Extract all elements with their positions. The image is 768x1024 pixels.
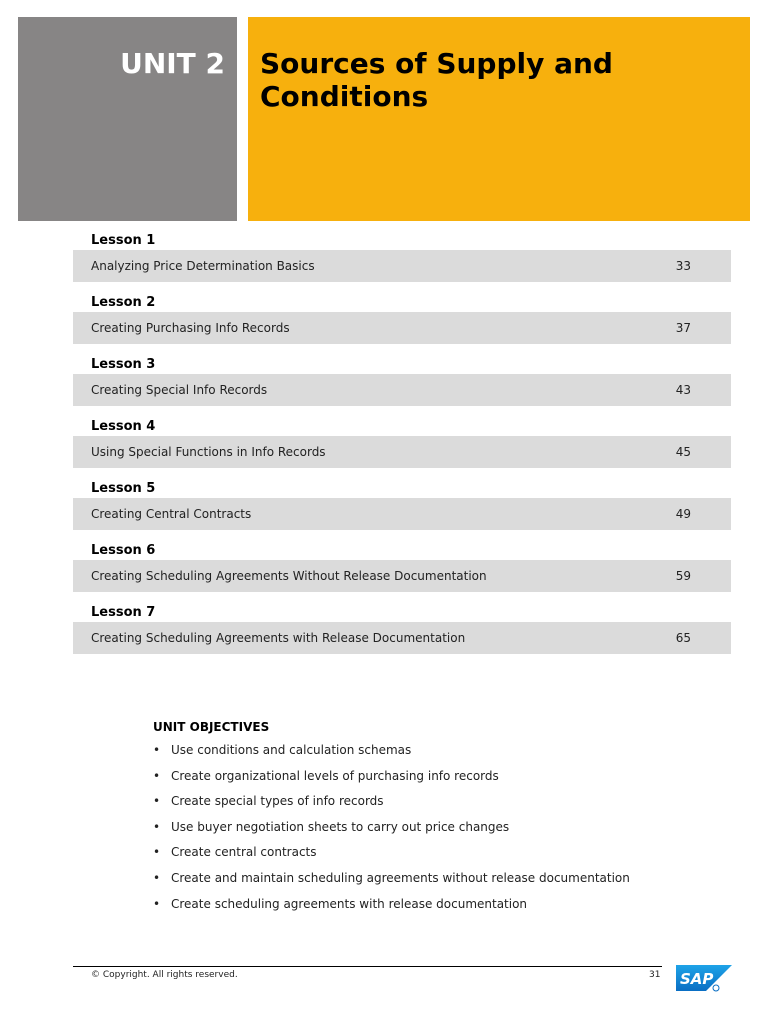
unit-objectives [153,720,673,921]
bullet-icon: • [153,819,161,834]
objective-item [153,896,673,922]
lesson-page-number: 37 [675,321,691,335]
objectives-heading: UNIT OBJECTIVES [153,720,270,734]
objective-item [153,844,673,870]
lesson-heading: Lesson 5 [91,481,156,496]
sap-logo-text: SAP [680,970,714,988]
lesson-heading: Lesson 1 [91,233,156,248]
lesson-page-number: 33 [675,259,691,273]
footer-divider [73,966,662,967]
lesson-heading: Lesson 3 [91,357,156,372]
lesson-4 [73,416,731,478]
objective-text: Use conditions and calculation schemas [171,743,412,757]
lesson-page-number: 43 [675,383,691,397]
page-number: 31 [649,970,661,980]
bullet-icon: • [153,845,161,860]
objective-text: Create scheduling agreements with release documentation [171,896,528,911]
objective-text: Create central contracts [171,845,317,860]
lesson-row[interactable] [73,250,731,282]
lesson-row[interactable] [73,560,731,592]
objective-text: Create and maintain scheduling agreements without release documentation [171,870,630,885]
lesson-title: Creating Special Info Records [91,383,268,397]
lesson-page-number: 65 [675,631,691,645]
lesson-heading: Lesson 2 [91,295,156,310]
objectives-list [153,742,673,921]
bullet-icon: • [153,870,161,885]
lesson-heading: Lesson 4 [91,419,156,434]
lesson-title: Analyzing Price Determination Basics [91,259,315,273]
lesson-page-number: 49 [675,507,691,521]
title-box [248,17,750,221]
objective-item [153,742,673,768]
lesson-heading: Lesson 6 [91,543,156,558]
lesson-5 [73,478,731,540]
bullet-icon: • [153,743,161,757]
lesson-page-number: 59 [675,569,691,583]
lesson-heading: Lesson 7 [91,605,156,620]
lesson-title: Creating Purchasing Info Records [91,321,290,335]
lesson-list [73,230,731,664]
registered-mark-icon [713,985,719,991]
lesson-title: Creating Scheduling Agreements Without Release Documentation [91,569,487,583]
unit-box [18,17,237,221]
lesson-3 [73,354,731,416]
objective-item [153,768,673,794]
sap-logo-icon [676,965,732,993]
objective-text: Create organizational levels of purchasing info records [171,768,499,783]
lesson-2 [73,292,731,354]
bullet-icon: • [153,768,161,783]
lesson-title: Creating Central Contracts [91,507,252,521]
lesson-row[interactable] [73,374,731,406]
lesson-row[interactable] [73,436,731,468]
bullet-icon: • [153,794,161,809]
lesson-title: Creating Scheduling Agreements with Release Documentation [91,631,466,645]
lesson-1 [73,230,731,292]
objective-text: Create special types of info records [171,794,384,809]
lesson-6 [73,540,731,602]
lesson-7 [73,602,731,664]
lesson-row[interactable] [73,312,731,344]
copyright-notice: © Copyright. All rights reserved. [91,970,238,980]
unit-title: Sources of Supply and Conditions [260,47,613,113]
lesson-row[interactable] [73,622,731,654]
objective-item [153,793,673,819]
lesson-page-number: 45 [675,445,691,459]
lesson-title: Using Special Functions in Info Records [91,445,326,459]
objective-item [153,819,673,845]
bullet-icon: • [153,896,161,911]
objective-item [153,870,673,896]
lesson-row[interactable] [73,498,731,530]
unit-label: UNIT 2 [120,47,225,80]
objective-text: Use buyer negotiation sheets to carry out price changes [171,819,510,834]
